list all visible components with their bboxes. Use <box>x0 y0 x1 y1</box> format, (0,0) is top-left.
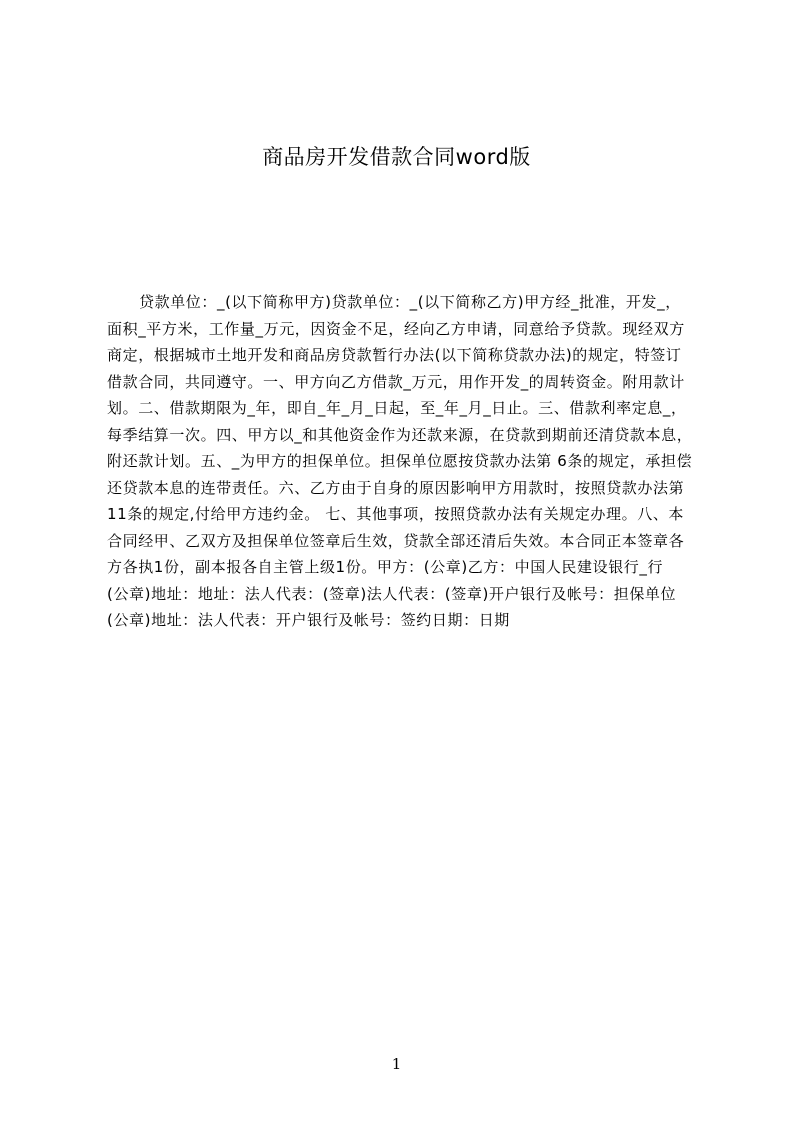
body-line: 合同经甲、乙双方及担保单位签章后生效，贷款全部还清后失效。本合同正本签章各 <box>107 531 685 550</box>
body-line: (公章)地址：法人代表：开户银行及帐号：签约日期：日期 <box>107 611 510 629</box>
body-line: 还贷款本息的连带责任。六、乙方由于自身的原因影响甲方用款时，按照贷款办法第 <box>107 478 685 497</box>
body-line: (公章)地址：地址：法人代表：(签章)法人代表：(签章)开户银行及帐号：担保单位 <box>107 584 677 603</box>
body-line: 方各执1份，副本报各自主管上级1份。甲方：(公章)乙方：中国人民建设银行_行 <box>107 558 664 576</box>
body-line: 借款合同，共同遵守。一、甲方向乙方借款_万元，用作开发_的周转资金。附用款计 <box>107 372 685 391</box>
body-line: 附还款计划。五、_为甲方的担保单位。担保单位愿按贷款办法第 6条的规定，承担偿 <box>107 452 693 470</box>
contract-body <box>107 289 697 634</box>
body-line: 划。二、借款期限为_年，即自_年_月_日起，至_年_月_日止。三、借款利率定息_， <box>107 399 687 417</box>
body-line: 商定，根据城市土地开发和商品房贷款暂行办法(以下简称贷款办法)的规定，特签订 <box>107 346 682 364</box>
body-line: 面积_平方米，工作量_万元，因资金不足，经向乙方申请，同意给予贷款。现经双方 <box>107 319 685 338</box>
page-number: 1 <box>391 1055 402 1073</box>
document-title: 商品房开发借款合同word版 <box>262 145 531 169</box>
body-line: 贷款单位：_(以下简称甲方)贷款单位：_(以下简称乙方)甲方经_批准，开发_， <box>139 293 681 311</box>
body-line: 每季结算一次。四、甲方以_和其他资金作为还款来源，在贷款到期前还清贷款本息， <box>107 425 693 444</box>
body-line: 11条的规定,付给甲方违约金。 七、其他事项，按照贷款办法有关规定办理。八、本 <box>107 505 685 523</box>
